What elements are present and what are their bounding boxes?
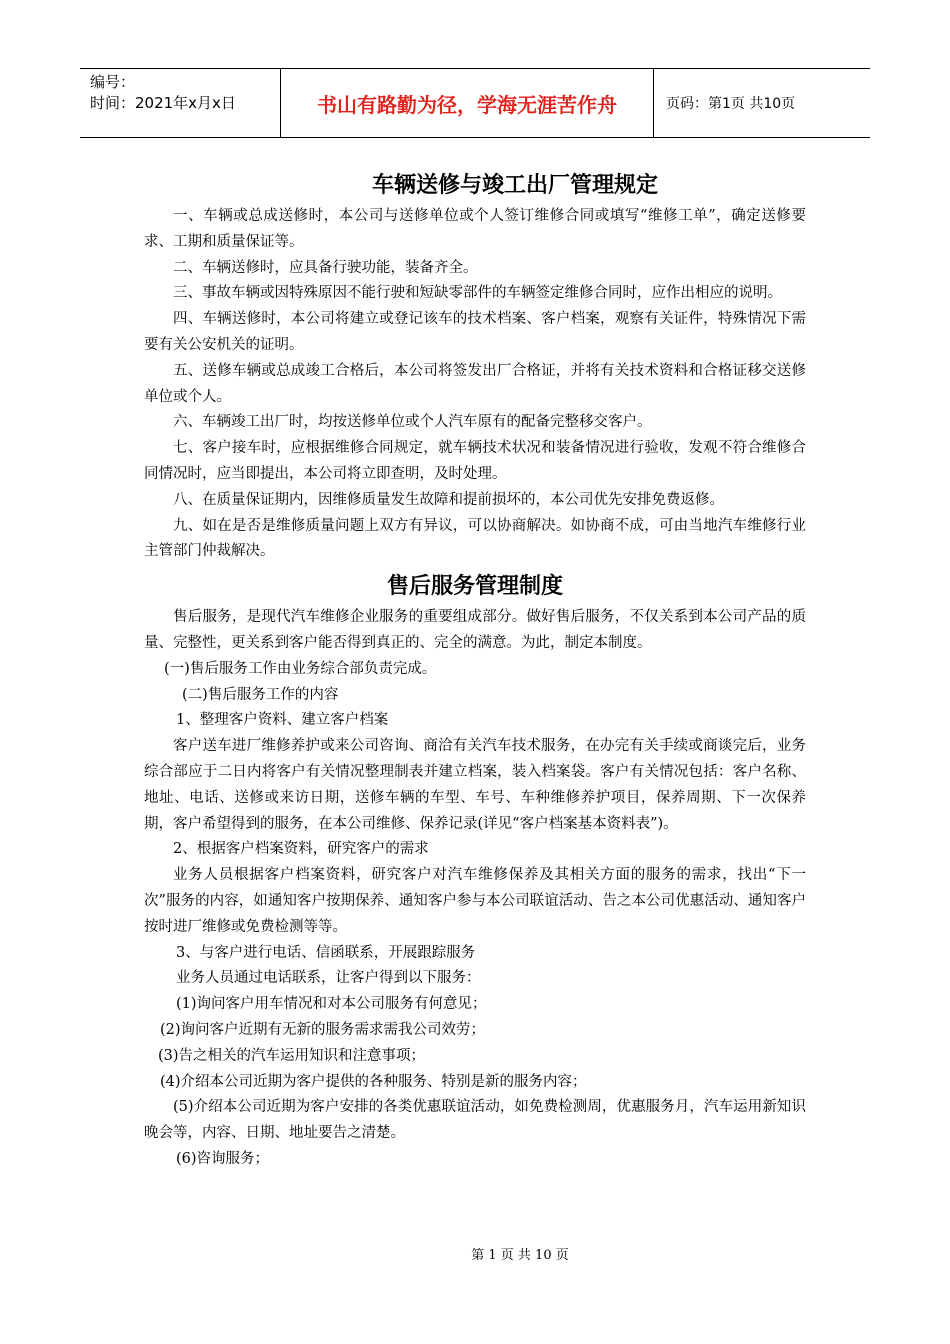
section2-intro: 售后服务，是现代汽车维修企业服务的重要组成部分。做好售后服务，不仅关系到本公司产品的质量、完整性，更关系到客户能否得到真正的、完全的满意。为此，制定本制度。	[144, 609, 806, 651]
document-number: 编号：	[90, 73, 136, 91]
list-item: (5)介绍本公司近期为客户安排的各类优惠联谊活动，如免费检测周，优惠服务月，汽车运用新知识晚会等，内容、日期、地址要告之清楚。	[144, 1099, 806, 1142]
subsection-body: 业务人员通过电话联系，让客户得到以下服务：	[176, 970, 481, 987]
header-meta	[80, 69, 281, 137]
section1-paragraph: 六、车辆竣工出厂时，均按送修单位或个人汽车原有的配备完整移交客户。	[173, 414, 652, 431]
header-page-number: 页码：第1页 共10页	[666, 96, 796, 112]
section1-paragraph: 四、车辆送修时，本公司将建立或登记该车的技术档案、客户档案，观察有关证件，特殊情况下需要有关公安机关的证明。	[144, 311, 806, 353]
section1-paragraph: 九、如在是否是维修质量问题上双方有异议，可以协商解决。如协商不成，可由当地汽车维修行业主管部门仲裁解决。	[144, 517, 806, 560]
list-item: (3)告之相关的汽车运用知识和注意事项；	[158, 1047, 426, 1064]
section1-paragraph: 三、事故车辆或因特殊原因不能行驶和短缺零部件的车辆签定维修合同时，应作出相应的说明。	[173, 285, 782, 302]
section1-paragraph: 二、车辆送修时，应具备行驶功能，装备齐全。	[173, 259, 478, 276]
section2-item: (二)售后服务工作的内容	[182, 686, 339, 703]
section1-paragraph: 五、送修车辆或总成竣工合格后，本公司将签发出厂合格证，并将有关技术资料和合格证移交送修单位或个人。	[144, 362, 806, 405]
list-item: (1)询问客户用车情况和对本公司服务有何意见；	[176, 996, 487, 1013]
section1-paragraph: 八、在质量保证期内，因维修质量发生故障和提前损坏的，本公司优先安排免费返修。	[173, 491, 724, 508]
section1-title: 车辆送修与竣工出厂管理规定	[371, 173, 658, 198]
list-item: (4)介绍本公司近期为客户提供的各种服务、特别是新的服务内容；	[160, 1073, 587, 1090]
header-motto: 书山有路勤为径，学海无涯苦作舟	[281, 69, 654, 137]
section1-paragraph: 一、车辆或总成送修时，本公司与送修单位或个人签订维修合同或填写“维修工单”，确定送修要求、工期和质量保证等。	[144, 208, 806, 250]
section1-paragraph: 七、客户接车时，应根据维修合同规定，就车辆技术状况和装备情况进行验收，发观不符合维修合同情况时，应当即提出，本公司将立即查明，及时处理。	[144, 440, 806, 482]
section2-title: 售后服务管理制度	[386, 574, 563, 600]
list-item: (2)询问客户近期有无新的服务需求需我公司效劳；	[160, 1021, 486, 1038]
header-table	[80, 68, 870, 138]
document-body	[144, 168, 806, 1173]
document-date: 时间：2021年x月x日	[90, 94, 236, 112]
subsection-title: 2、根据客户档案资料，研究客户的需求	[173, 841, 429, 858]
subsection-title: 1、整理客户资料、建立客户档案	[176, 712, 389, 729]
subsection-body: 业务人员根据客户档案资料，研究客户对汽车维修保养及其相关方面的服务的需求，找出“下一次”服务的内容，如通知客户按期保养、通知客户参与本公司联谊活动、告之本公司优惠活动、通知客户按时进厂维修或免费检测等等。	[144, 867, 806, 935]
subsection-body: 客户送车进厂维修养护或来公司咨询、商洽有关汽车技术服务，在办完有关手续或商谈完后，业务综合部应于二日内将客户有关情况整理制表并建立档案，装入档案袋。客户有关情况包括：客户名称、地址、电话、送修或来访日期，送修车辆的车型、车号、车种维修养护项目，保养周期、下一次保养期，客户希望得到的服务，在本公司维修、保养记录(详见“客户档案基本资料表”)。	[144, 738, 806, 832]
page-footer: 第 1 页 共 10 页	[471, 1248, 569, 1263]
subsection-title: 3、与客户进行电话、信函联系，开展跟踪服务	[176, 944, 476, 961]
list-item: (6)咨询服务；	[176, 1150, 270, 1167]
section2-item: (一)售后服务工作由业务综合部负责完成。	[164, 660, 437, 677]
